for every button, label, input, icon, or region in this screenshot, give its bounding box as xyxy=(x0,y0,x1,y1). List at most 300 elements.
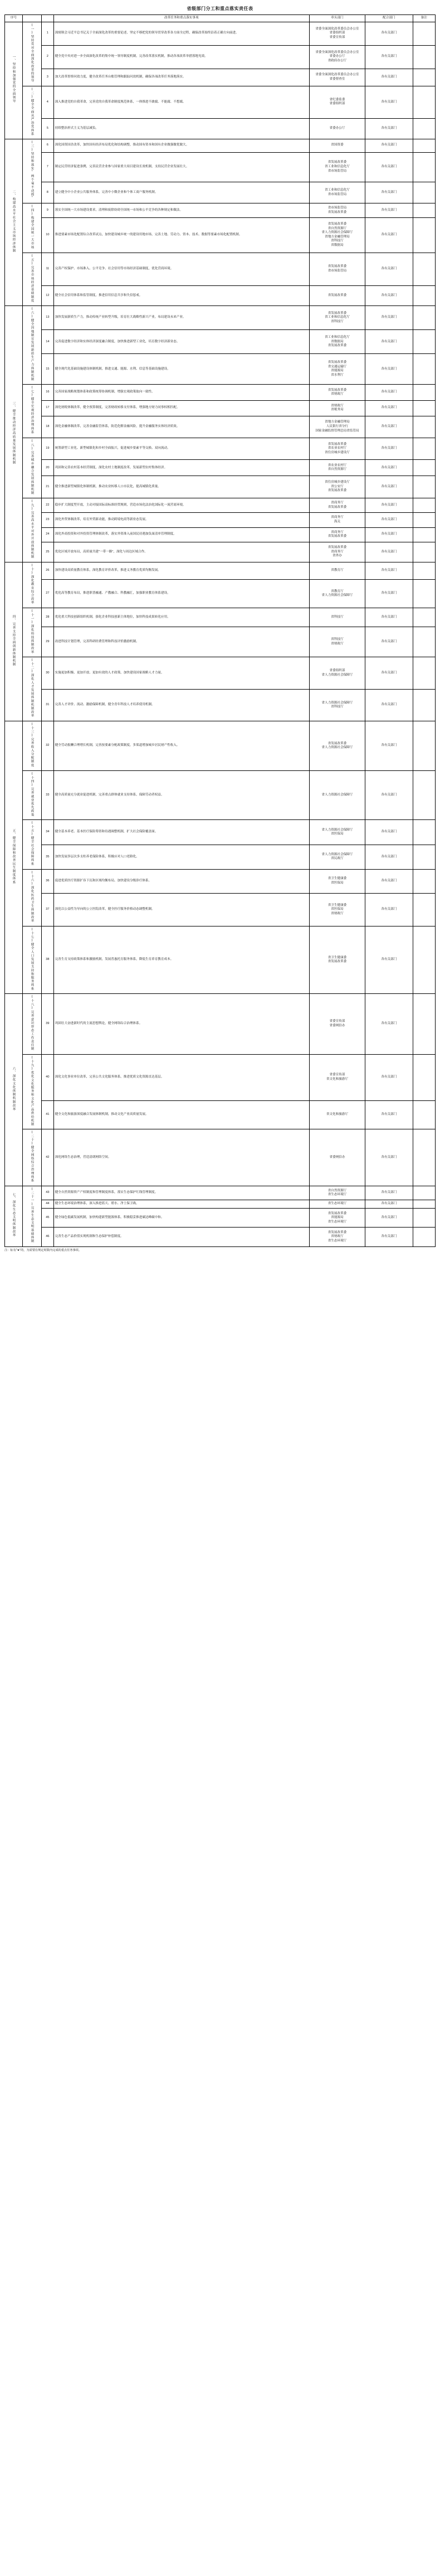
row-participating-department: 各有关部门 xyxy=(365,330,413,354)
row-note xyxy=(413,1200,435,1208)
row-task: 优化高等教育布局，推进职普融通、产教融合、科教融汇，加强职业教育体系建设。 xyxy=(53,580,309,608)
row-task: 深化金融体制改革，完善金融监管体系，防范化解金融风险，提升金融服务实体经济质效。 xyxy=(53,416,309,438)
row-participating-department: 各有关部门 xyxy=(365,460,413,476)
row-lead-department: 省发展改革委 省工业和信息化厅 省科技厅 xyxy=(309,306,365,330)
row-note xyxy=(413,330,435,354)
row-note xyxy=(413,926,435,994)
row-note xyxy=(413,217,435,253)
row-subcategory: (十)深化教育综合改革 xyxy=(22,562,41,608)
row-subcategory: (二十)健全网络综合治理体系 xyxy=(22,1129,41,1186)
table-row xyxy=(5,608,436,627)
row-number: 39 xyxy=(42,994,54,1054)
row-lead-department: 省教育厅 省人力资源社会保障厅 xyxy=(309,580,365,608)
row-number: 45 xyxy=(42,1209,54,1228)
row-participating-department: 各有关部门 xyxy=(365,1129,413,1186)
row-task: 推进要素市场化配置综合改革试点，加快建设城乡统一的建设用地市场，完善土地、劳动力、资本、技术、数据等要素市场化配置机制。 xyxy=(53,217,309,253)
row-note xyxy=(413,627,435,657)
reform-task-table xyxy=(4,14,436,1247)
table-row xyxy=(5,527,436,542)
row-participating-department: 各有关部门 xyxy=(365,994,413,1054)
row-participating-department: 各有关部门 xyxy=(365,820,413,845)
header-no xyxy=(42,15,54,22)
row-note xyxy=(413,253,435,285)
row-task: 建立健全中小企业公共服务体系，完善中小微企业和个体工商户服务机制。 xyxy=(53,182,309,203)
table-row xyxy=(5,893,436,926)
row-participating-department: 各有关部门 xyxy=(365,893,413,926)
row-number: 44 xyxy=(42,1200,54,1208)
row-note xyxy=(413,438,435,460)
table-row xyxy=(5,689,436,721)
row-lead-department: 省委组织部 省人力资源社会保障厅 xyxy=(309,657,365,689)
row-participating-department: 各有关部门 xyxy=(365,203,413,217)
row-lead-department: 省发展改革委 省农业农村厅 省住房城乡建设厅 xyxy=(309,438,365,460)
row-note xyxy=(413,152,435,182)
row-note xyxy=(413,820,435,845)
row-lead-department: 省发展改革委 省工业和信息化厅 省市场监管局 xyxy=(309,152,365,182)
row-lead-department: 省委网信办 xyxy=(309,1129,365,1186)
row-note xyxy=(413,542,435,562)
row-participating-department: 各有关部门 xyxy=(365,139,413,152)
row-note xyxy=(413,580,435,608)
row-subcategory: (九)完善高水平对外开放体制机制 xyxy=(22,498,41,562)
row-subcategory: (十九)优化文化服务和文化产品供给机制 xyxy=(22,1054,41,1129)
row-participating-department: 各有关部门 xyxy=(365,870,413,894)
header-sub xyxy=(22,15,41,22)
row-note xyxy=(413,182,435,203)
table-row xyxy=(5,460,436,476)
table-row xyxy=(5,385,436,400)
header-cat: 序号 xyxy=(5,15,23,22)
row-number: 38 xyxy=(42,926,54,994)
table-row xyxy=(5,285,436,306)
row-participating-department: 各有关部门 xyxy=(365,845,413,869)
row-lead-department: 省工业和信息化厅 省市场监管局 xyxy=(309,182,365,203)
row-participating-department: 各有关部门 xyxy=(365,770,413,820)
row-number: 35 xyxy=(42,845,54,869)
row-number: 40 xyxy=(42,1054,54,1100)
row-subcategory: (一)坚持党对全面深化改革的领导 xyxy=(22,22,41,86)
row-number: 23 xyxy=(42,513,54,527)
row-task: 统筹新型工业化、新型城镇化和乡村全面振兴，促进城乡要素平等交换、双向流动。 xyxy=(53,438,309,460)
table-row xyxy=(5,513,436,527)
row-number: 26 xyxy=(42,562,54,580)
table-row xyxy=(5,203,436,217)
row-participating-department: 各有关部门 xyxy=(365,182,413,203)
row-number: 15 xyxy=(42,354,54,385)
row-participating-department: 各有关部门 xyxy=(365,689,413,721)
row-note xyxy=(413,69,435,86)
row-note xyxy=(413,86,435,119)
table-row xyxy=(5,1228,436,1246)
row-task: 实施更加积极、更加开放、更加有效的人才政策，加快建设国家战略人才力量。 xyxy=(53,657,309,689)
row-number: 2 xyxy=(42,45,54,69)
row-lead-department: 省科技厅 省财政厅 xyxy=(309,627,365,657)
row-task: 深化外贸体制改革，培育外贸新动能，推动跨境电商等新业态发展。 xyxy=(53,513,309,527)
row-number: 17 xyxy=(42,400,54,416)
row-subcategory: (七)健全宏观经济治理体系 xyxy=(22,385,41,438)
table-row xyxy=(5,182,436,203)
table-row xyxy=(5,1209,436,1228)
table-header-row xyxy=(5,15,436,22)
row-note xyxy=(413,870,435,894)
row-task: 加快发展多层次多支柱养老保险体系，积极应对人口老龄化。 xyxy=(53,845,309,869)
table-row xyxy=(5,627,436,657)
row-participating-department: 各有关部门 xyxy=(365,385,413,400)
row-number: 16 xyxy=(42,385,54,400)
row-number: 36 xyxy=(42,870,54,894)
row-participating-department: 各有关部门 xyxy=(365,498,413,512)
header-part: 配合部门 xyxy=(365,15,413,22)
row-task: 深化外商投资和对外投资管理体制改革，落实外资准入前国民待遇加负面清单管理制度。 xyxy=(53,527,309,542)
table-footnote: 注：标有"★"的，为需要在规定时限内完成的重点任务事项。 xyxy=(4,1248,82,1252)
row-note xyxy=(413,893,435,926)
table-row xyxy=(5,820,436,845)
row-lead-department: 省委全面深化改革委员会办公室 省委办公厅 省政府办公厅 xyxy=(309,45,365,69)
row-number: 46 xyxy=(42,1228,54,1246)
row-lead-department: 省发展改革委 省能源局 省生态环境厅 xyxy=(309,1209,365,1228)
row-lead-department: 省工业和信息化厅 省数据局 省发展改革委 xyxy=(309,330,365,354)
row-task: 深刻领会习近平总书记关于全面深化改革的重要论述，坚定不移把党的领导贯穿改革各方面全过程，确保改革始终沿着正确方向前进。 xyxy=(53,22,309,45)
page-title: 省级部门分工和重点落实责任表 xyxy=(187,6,253,11)
table-row xyxy=(5,1200,436,1208)
row-task: 健全基本养老、基本医疗保险筹资和待遇调整机制，扩大社会保险覆盖面。 xyxy=(53,820,309,845)
table-row xyxy=(5,994,436,1054)
row-number: 6 xyxy=(42,139,54,152)
table-row xyxy=(5,354,436,385)
row-category: 六、深化文化体制机制改革 xyxy=(5,994,23,1186)
row-note xyxy=(413,1100,435,1129)
row-number: 7 xyxy=(42,152,54,182)
row-subcategory: (十八)完善意识形态工作责任制 xyxy=(22,994,41,1054)
row-number: 19 xyxy=(42,438,54,460)
row-lead-department: 省委宣传部 省委网信办 xyxy=(309,994,365,1054)
row-participating-department: 各有关部门 xyxy=(365,400,413,416)
row-participating-department: 各有关部门 xyxy=(365,152,413,182)
row-lead-department: 省卫生健康委 省发展改革委 xyxy=(309,926,365,994)
row-number: 9 xyxy=(42,203,54,217)
row-note xyxy=(413,721,435,771)
row-participating-department: 各有关部门 xyxy=(365,285,413,306)
row-number: 29 xyxy=(42,627,54,657)
row-note xyxy=(413,689,435,721)
row-task: 巩固和完善农村基本经营制度，深化农村土地制度改革，发展新型农村集体经济。 xyxy=(53,460,309,476)
row-task: 稳步扩大制度型开放，主动对接国际高标准经贸规则，营造市场化法治化国际化一流营商环境。 xyxy=(53,498,309,512)
row-participating-department: 各有关部门 xyxy=(365,721,413,771)
row-number: 14 xyxy=(42,330,54,354)
row-number: 37 xyxy=(42,893,54,926)
row-participating-department: 各有关部门 xyxy=(365,657,413,689)
row-note xyxy=(413,1054,435,1100)
row-subcategory: (三)坚持和落实"两个毫不动摇" xyxy=(22,139,41,203)
row-lead-department: 省委宣传部 省文化和旅游厅 xyxy=(309,1054,365,1100)
row-participating-department: 各有关部门 xyxy=(365,562,413,580)
row-category: 七、深化生态文明体制改革 xyxy=(5,1186,23,1246)
table-row xyxy=(5,770,436,820)
row-lead-department: 省委全面深化改革委员会办公室 省委督查室 xyxy=(309,69,365,86)
row-category: 五、健全保障和改善民生制度体系 xyxy=(5,721,23,994)
row-participating-department: 各有关部门 xyxy=(365,69,413,86)
table-row xyxy=(5,152,436,182)
row-task: 完善产权保护、市场准入、公平竞争、社会信用等市场经济基础制度，优化营商环境。 xyxy=(53,253,309,285)
row-number: 25 xyxy=(42,542,54,562)
row-participating-department: 各有关部门 xyxy=(365,527,413,542)
row-participating-department: 各有关部门 xyxy=(365,354,413,385)
row-participating-department: 各有关部门 xyxy=(365,1228,413,1246)
row-number: 8 xyxy=(42,182,54,203)
row-number: 1 xyxy=(42,22,54,45)
table-row xyxy=(5,22,436,45)
row-note xyxy=(413,139,435,152)
table-row xyxy=(5,139,436,152)
row-participating-department: 各有关部门 xyxy=(365,542,413,562)
table-row xyxy=(5,926,436,994)
row-lead-department: 省农业农村厅 省自然资源厅 xyxy=(309,460,365,476)
row-task: 深入推进党的自我革命，完善党的自我革命制度规范体系，一体推进不敢腐、不能腐、不想腐。 xyxy=(53,86,309,119)
table-body xyxy=(5,22,436,1246)
table-row xyxy=(5,69,436,86)
row-task: 健全自然资源资产产权制度和管理制度体系，落实生态保护红线管理制度。 xyxy=(53,1186,309,1200)
row-task: 健全劳动报酬合理增长机制，完善按要素分配政策制度，多渠道增加城乡居民财产性收入。 xyxy=(53,721,309,771)
row-note xyxy=(413,994,435,1054)
row-note xyxy=(413,513,435,527)
row-lead-department: 省商务厅 海关 xyxy=(309,513,365,527)
row-lead-department: 省卫生健康委 省医保局 xyxy=(309,870,365,894)
row-note xyxy=(413,385,435,400)
row-task: 加大改革督察问效力度，健全改革任务台账管理和跟踪问效机制，确保各项改革任务落地落实。 xyxy=(53,69,309,86)
row-subcategory: (十二)深化人才发展体制机制改革 xyxy=(22,657,41,721)
table-row xyxy=(5,306,436,330)
row-note xyxy=(413,203,435,217)
row-task: 完善促进数字经济和实体经济深度融合制度，加快推进新型工业化，培育数字经济新业态。 xyxy=(53,330,309,354)
row-note xyxy=(413,306,435,330)
row-lead-department: 省纪委监委 省委组织部 xyxy=(309,86,365,119)
header-task: 改革任务和重点落实事项 xyxy=(53,15,309,22)
row-number: 22 xyxy=(42,498,54,512)
row-lead-department: 省人力资源社会保障厅 省医保局 xyxy=(309,820,365,845)
row-participating-department: 各有关部门 xyxy=(365,1054,413,1100)
row-subcategory: (十一)深化科技体制改革 xyxy=(22,608,41,657)
row-task: 深化以公益性为导向的公立医院改革，健全医疗服务价格动态调整机制。 xyxy=(53,893,309,926)
row-participating-department: 各有关部门 xyxy=(365,580,413,608)
row-lead-department: 省教育厅 xyxy=(309,562,365,580)
row-participating-department: 各有关部门 xyxy=(365,119,413,139)
row-lead-department: 省人力资源社会保障厅 省科技厅 xyxy=(309,689,365,721)
row-lead-department: 省发展改革委 省交通运输厅 省能源局 省水利厅 xyxy=(309,354,365,385)
row-task: 改进科技计划管理，完善科研经费管理和科技评价激励机制。 xyxy=(53,627,309,657)
row-number: 20 xyxy=(42,460,54,476)
row-subcategory: (八)完善城乡融合发展体制机制 xyxy=(22,438,41,498)
row-task: 健全推进新型城镇化体制机制，推动农业转移人口市民化，提高城镇化质量。 xyxy=(53,476,309,498)
row-lead-department: 省商务厅 省发展改革委 xyxy=(309,527,365,542)
row-number: 30 xyxy=(42,657,54,689)
row-lead-department: 省发展改革委 xyxy=(309,285,365,306)
row-lead-department: 省国资委 xyxy=(309,139,365,152)
row-lead-department: 省住房城乡建设厅 省公安厅 省发展改革委 xyxy=(309,476,365,498)
row-category: 三、健全推动经济高质量发展体制机制 xyxy=(5,306,23,562)
row-subcategory: (六)健全因地制宜发展新质生产力体制机制 xyxy=(22,306,41,385)
row-note xyxy=(413,400,435,416)
row-number: 24 xyxy=(42,527,54,542)
table-row xyxy=(5,330,436,354)
table-row xyxy=(5,1100,436,1129)
row-number: 41 xyxy=(42,1100,54,1129)
row-participating-department: 各有关部门 xyxy=(365,438,413,460)
table-row xyxy=(5,870,436,894)
row-note xyxy=(413,562,435,580)
row-participating-department: 各有关部门 xyxy=(365,1200,413,1208)
row-note xyxy=(413,416,435,438)
row-subcategory: (十五)健全社会保障体系 xyxy=(22,820,41,870)
row-number: 11 xyxy=(42,253,54,285)
row-number: 21 xyxy=(42,476,54,498)
row-lead-department: 省发展改革委 省人力资源社会保障厅 xyxy=(309,721,365,771)
row-task: 深化网络生态治理，营造清朗网络空间。 xyxy=(53,1129,309,1186)
row-number: 42 xyxy=(42,1129,54,1186)
row-number: 34 xyxy=(42,820,54,845)
table-row xyxy=(5,657,436,689)
row-task: 优化重大科技创新组织机制，强化企业科技创新主体地位，加快科技成果转化应用。 xyxy=(53,608,309,627)
row-participating-department: 各有关部门 xyxy=(365,476,413,498)
row-number: 28 xyxy=(42,608,54,627)
row-task: 健全文化和旅游深度融合发展体制机制，推动文化产业高质量发展。 xyxy=(53,1100,309,1129)
row-note xyxy=(413,1209,435,1228)
row-note xyxy=(413,1228,435,1246)
row-category: 一、坚持和加强党的全面领导 xyxy=(5,22,23,139)
row-participating-department: 各有关部门 xyxy=(365,22,413,45)
row-task: 健全绿色低碳发展机制，加快构建新型能源体系，积极稳妥推进碳达峰碳中和。 xyxy=(53,1209,309,1228)
document-page xyxy=(0,0,440,1258)
row-participating-department: 各有关部门 xyxy=(365,1186,413,1200)
row-note xyxy=(413,45,435,69)
row-number: 27 xyxy=(42,580,54,608)
row-participating-department: 各有关部门 xyxy=(365,608,413,627)
row-number: 4 xyxy=(42,86,54,119)
row-task: 完善国家战略规划体系和政策统筹协调机制，增强宏观政策取向一致性。 xyxy=(53,385,309,400)
row-task: 健全生态环境治理体系，深入推进蓝天、碧水、净土保卫战。 xyxy=(53,1200,309,1208)
row-lead-department: 省发展改革委 省财政厅 省生态环境厅 xyxy=(309,1228,365,1246)
row-subcategory: (四)构建全国统一大市场 xyxy=(22,203,41,253)
table-row xyxy=(5,580,436,608)
row-subcategory: (二十一)完善生态文明基础体制 xyxy=(22,1186,41,1246)
row-task: 落实全国统一大市场建设要求，清理和废除妨碍全国统一市场和公平竞争的各种规定和做法。 xyxy=(53,203,309,217)
row-number: 12 xyxy=(42,285,54,306)
row-note xyxy=(413,1186,435,1200)
row-participating-department: 各有关部门 xyxy=(365,926,413,994)
row-task: 深化文化事业单位改革，完善公共文化服务体系，推进优质文化资源直达基层。 xyxy=(53,1054,309,1100)
row-number: 43 xyxy=(42,1186,54,1200)
row-lead-department: 省市场监管局 省发展改革委 xyxy=(309,203,365,217)
row-lead-department: 省发展改革委 省商务厅 省外办 xyxy=(309,542,365,562)
row-participating-department: 各有关部门 xyxy=(365,1100,413,1129)
row-participating-department: 各有关部门 xyxy=(365,416,413,438)
row-participating-department: 各有关部门 xyxy=(365,1209,413,1228)
row-number: 3 xyxy=(42,69,54,86)
row-task: 促进优质医疗资源扩容下沉和区域均衡布局，加快建设分级诊疗体系。 xyxy=(53,870,309,894)
row-participating-department: 各有关部门 xyxy=(365,253,413,285)
row-task: 巩固壮大奋进新时代的主流思想舆论，健全网络综合治理体系。 xyxy=(53,994,309,1054)
row-category: 二、构建高水平社会主义市场经济体制 xyxy=(5,139,23,305)
row-number: 32 xyxy=(42,721,54,771)
row-note xyxy=(413,657,435,689)
table-row xyxy=(5,1186,436,1200)
row-task: 加快建设高质量教育体系，深化教育评价改革，推进义务教育优质均衡发展。 xyxy=(53,562,309,580)
row-lead-department: 省人力资源社会保障厅 xyxy=(309,770,365,820)
row-lead-department: 省卫生健康委 省医保局 省财政厅 xyxy=(309,893,365,926)
row-task: 深化财税体制改革，健全预算制度，完善财政转移支付体系，增强地方财力同事权相匹配。 xyxy=(53,400,309,416)
row-participating-department: 各有关部门 xyxy=(365,217,413,253)
table-row xyxy=(5,562,436,580)
row-lead-department: 省人力资源社会保障厅 省民政厅 xyxy=(309,845,365,869)
row-task: 完善人才评价、流动、激励保障机制，健全青年科技人才培养使用机制。 xyxy=(53,689,309,721)
row-participating-department: 各有关部门 xyxy=(365,45,413,69)
row-task: 健全社会信用体系和监管制度，推进信用信息共享和失信惩戒。 xyxy=(53,285,309,306)
row-number: 5 xyxy=(42,119,54,139)
row-note xyxy=(413,354,435,385)
row-subcategory: (十七)健全人口发展支持和服务体系 xyxy=(22,926,41,994)
row-lead-department: 省科技厅 xyxy=(309,608,365,627)
row-subcategory: (十三)完善收入分配制度 xyxy=(22,721,41,771)
row-task: 持续整治形式主义为基层减负。 xyxy=(53,119,309,139)
row-number: 10 xyxy=(42,217,54,253)
table-row xyxy=(5,253,436,285)
row-lead-department: 省地方金融管理局 人民银行省分行 国家金融监督管理总局省监管局 xyxy=(309,416,365,438)
table-row xyxy=(5,542,436,562)
row-task: 加快发展新质生产力，推动传统产业转型升级，培育壮大战略性新兴产业，布局建设未来产业。 xyxy=(53,306,309,330)
row-lead-department: 省自然资源厅 省生态环境厅 xyxy=(309,1186,365,1200)
row-note xyxy=(413,845,435,869)
row-participating-department: 各有关部门 xyxy=(365,513,413,527)
row-lead-department: 省文化和旅游厅 xyxy=(309,1100,365,1129)
row-participating-department: 各有关部门 xyxy=(365,86,413,119)
row-note xyxy=(413,1129,435,1186)
row-participating-department: 各有关部门 xyxy=(365,627,413,657)
table-row xyxy=(5,498,436,512)
table-row xyxy=(5,45,436,69)
row-task: 健全现代化基础设施建设体制机制，推进交通、能源、水利、信息等基础设施建设。 xyxy=(53,354,309,385)
table-row xyxy=(5,845,436,869)
table-row xyxy=(5,217,436,253)
row-lead-department: 省委全面深化改革委员会办公室 省委组织部 省委宣传部 xyxy=(309,22,365,45)
table-row xyxy=(5,721,436,771)
row-lead-department: 省商务厅 省发展改革委 xyxy=(309,498,365,512)
row-note xyxy=(413,498,435,512)
table-row xyxy=(5,438,436,460)
table-row xyxy=(5,476,436,498)
row-category: 四、完善支持全面创新体制机制 xyxy=(5,562,23,721)
row-note xyxy=(413,460,435,476)
row-note xyxy=(413,119,435,139)
row-number: 33 xyxy=(42,770,54,820)
row-note xyxy=(413,608,435,627)
row-task: 深化国资国企改革，加快国有经济布局优化和结构调整，推动国有资本和国有企业做强做优做大。 xyxy=(53,139,309,152)
row-number: 18 xyxy=(42,416,54,438)
header-note: 备注 xyxy=(413,15,435,22)
row-note xyxy=(413,285,435,306)
row-subcategory: (五)完善市场经济基础制度 xyxy=(22,253,41,305)
row-lead-department: 省财政厅 省税务局 xyxy=(309,400,365,416)
table-row xyxy=(5,119,436,139)
table-row xyxy=(5,1054,436,1100)
row-number: 31 xyxy=(42,689,54,721)
row-lead-department: 省发展改革委 省市场监管局 xyxy=(309,253,365,285)
row-subcategory: (十四)完善就业优先政策 xyxy=(22,770,41,820)
row-number: 13 xyxy=(42,306,54,330)
row-task: 完善生育支持政策体系和激励机制，发展普惠托育服务体系，降低生育养育教育成本。 xyxy=(53,926,309,994)
table-row xyxy=(5,1129,436,1186)
row-lead-department: 省委办公厅 xyxy=(309,119,365,139)
row-task: 健全党中央对进一步全面深化改革的集中统一领导制度机制，完善改革落实机制，推动各项改革举措落地见效。 xyxy=(53,45,309,69)
row-task: 制定民营经济促进条例，完善民营企业参与国家重大项目建设长效机制，支持民营企业发展壮大。 xyxy=(53,152,309,182)
